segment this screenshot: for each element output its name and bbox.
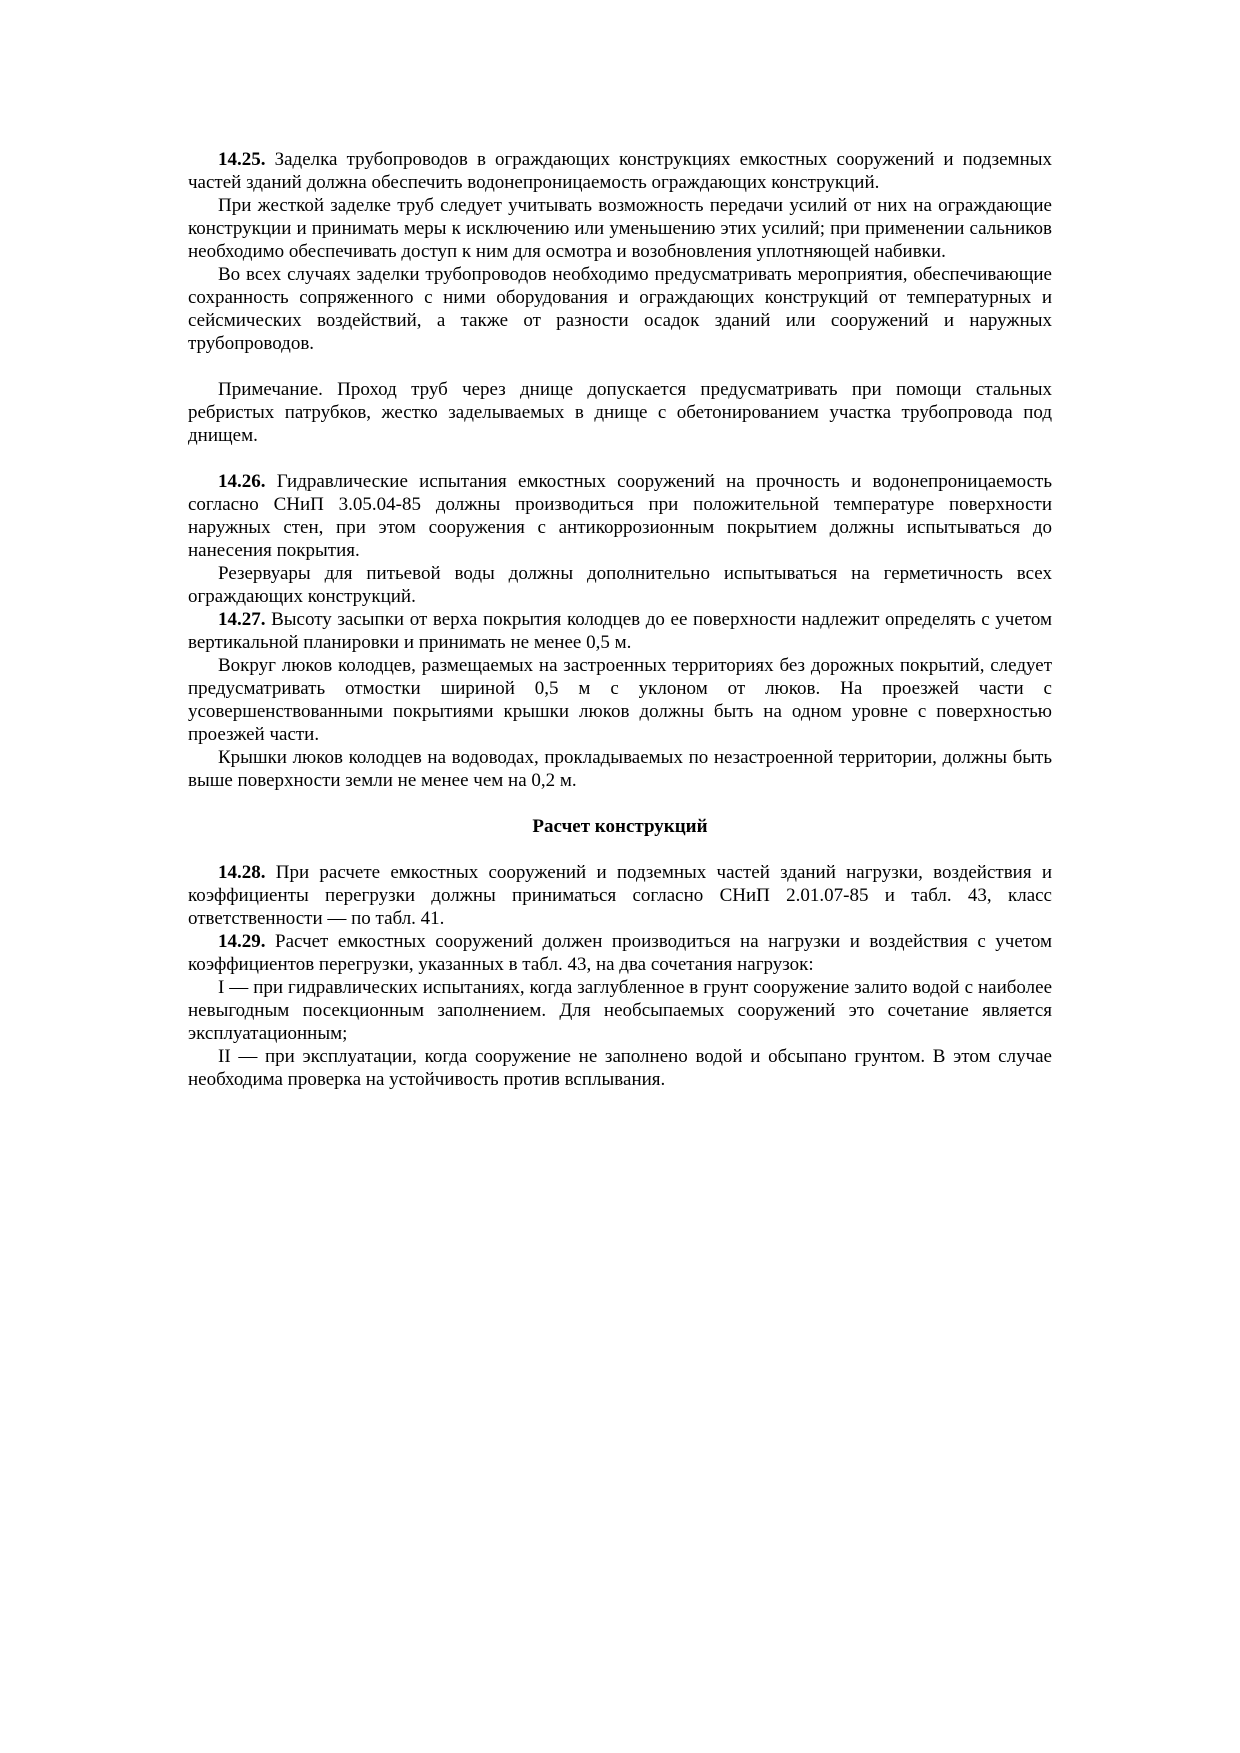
- paragraph-text: При расчете емкостных сооружений и подземных частей зданий нагрузки, воздействия и коэффициенты перегрузки должны приниматься согласно СНиП 2.01.07-85 и табл. 43, класс ответственности — по табл. 41.: [188, 862, 1052, 929]
- note-text: Примечание. Проход труб через днище допускается предусматривать при помощи стальных ребристых патрубков, жестко заделываемых в днище с обетонированием участка трубопровода под днищем.: [188, 379, 1052, 446]
- paragraph-text: II — при эксплуатации, когда сооружение не заполнено водой и обсыпано грунтом. В этом случае необходима проверка на устойчивость против всплывания.: [188, 1046, 1052, 1090]
- paragraph: [188, 562, 1052, 608]
- list-item-i: [188, 976, 1052, 1045]
- paragraph: [188, 194, 1052, 263]
- paragraph-text: I — при гидравлических испытаниях, когда заглубленное в грунт сооружение залито водой с наиболее невыгодным посекционным заполнением. Для необсыпаемых сооружений это сочетание является эксплуатационным;: [188, 977, 1052, 1044]
- paragraph: [188, 654, 1052, 746]
- paragraph: [188, 746, 1052, 792]
- paragraph-text: Расчет емкостных сооружений должен производиться на нагрузки и воздействия с учетом коэффициентов перегрузки, указанных в табл. 43, на два сочетания нагрузок:: [188, 931, 1052, 975]
- list-item-ii: [188, 1045, 1052, 1091]
- paragraph-text: Вокруг люков колодцев, размещаемых на застроенных территориях без дорожных покрытий, следует предусматривать отмостки шириной 0,5 м с уклоном от люков. На проезжей части с усовершенствованными покрытиями крышки люков должны быть на одном уровне с поверхностью проезжей части.: [188, 655, 1052, 745]
- paragraph-text: Высоту засыпки от верха покрытия колодцев до ее поверхности надлежит определять с учетом вертикальной планировки и принимать не менее 0,5 м.: [188, 609, 1052, 653]
- clause-number: 14.25.: [218, 149, 266, 170]
- spacer: [188, 792, 1052, 815]
- spacer: [188, 838, 1052, 861]
- clause-number: 14.29.: [218, 931, 266, 952]
- paragraph-14-27: [188, 608, 1052, 654]
- paragraph-text: Резервуары для питьевой воды должны дополнительно испытываться на герметичность всех ограждающих конструкций.: [188, 563, 1052, 607]
- document-body: [188, 148, 1052, 1091]
- spacer: [188, 355, 1052, 378]
- paragraph-text: При жесткой заделке труб следует учитывать возможность передачи усилий от них на ограждающие конструкции и принимать меры к исключению или уменьшению этих усилий; при применении сальников необходимо обеспечивать доступ к ним для осмотра и возобновления уплотняющей набивки.: [188, 195, 1052, 262]
- paragraph-14-28: [188, 861, 1052, 930]
- clause-number: 14.27.: [218, 609, 266, 630]
- paragraph: [188, 263, 1052, 355]
- paragraph-14-25: [188, 148, 1052, 194]
- paragraph-text: Заделка трубопроводов в ограждающих конструкциях емкостных сооружений и подземных частей зданий должна обеспечить водонепроницаемость ограждающих конструкций.: [188, 149, 1052, 193]
- section-heading: Расчет конструкций: [532, 816, 708, 837]
- paragraph-text: Крышки люков колодцев на водоводах, прокладываемых по незастроенной территории, должны быть выше поверхности земли не менее чем на 0,2 м.: [188, 747, 1052, 791]
- paragraph-text: Во всех случаях заделки трубопроводов необходимо предусматривать мероприятия, обеспечивающие сохранность сопряженного с ними оборудования и ограждающих конструкций от температурных и сейсмических воздействий, а также от разности осадок зданий или сооружений и наружных трубопроводов.: [188, 264, 1052, 354]
- spacer: [188, 447, 1052, 470]
- clause-number: 14.28.: [218, 862, 266, 883]
- paragraph-14-29: [188, 930, 1052, 976]
- paragraph-text: Гидравлические испытания емкостных сооружений на прочность и водонепроницаемость согласно СНиП 3.05.04-85 должны производиться при положительной температуре поверхности наружных стен, при этом сооружения с антикоррозионным покрытием должны испытываться до нанесения покрытия.: [188, 471, 1052, 561]
- paragraph-14-26: [188, 470, 1052, 562]
- clause-number: 14.26.: [218, 471, 266, 492]
- note-paragraph: [188, 378, 1052, 447]
